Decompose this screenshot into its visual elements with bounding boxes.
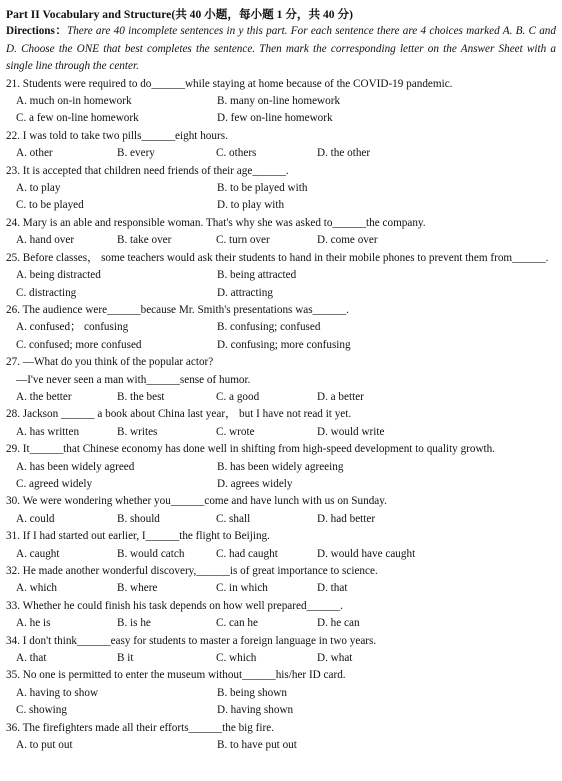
answer-option: A. to put out [16, 739, 73, 752]
answer-option: C. agreed widely [16, 477, 93, 490]
question-item [0, 633, 562, 668]
answer-option: A. has written [16, 425, 80, 438]
answer-option: A. being distracted [16, 269, 101, 282]
question-stem: 23. It is accepted that children need friends of their age______. [6, 164, 289, 177]
section-header [0, 0, 562, 76]
options-row [6, 197, 556, 214]
answer-option: C. wrote [216, 425, 255, 438]
question-item [0, 215, 562, 250]
answer-option: C. a few on-line homework [16, 112, 139, 125]
options-row [6, 180, 556, 197]
answer-option: D. he can [317, 617, 360, 630]
answer-option: D. confusing; more confusing [217, 338, 351, 351]
section-title: Part II Vocabulary and Structure(共 40 小题，每小题 1 分，共 40 分) [6, 8, 353, 21]
question-stem: 32. He made another wonderful discovery,______is of great importance to science. [6, 565, 378, 577]
options-row [6, 110, 556, 127]
answer-option: C. had caught [216, 547, 278, 560]
question-stem: 29. It______that Chinese economy has done well in shifting from high-speed development to quality growth. [6, 443, 496, 456]
answer-option: C. showing [16, 704, 67, 717]
options-row [6, 93, 556, 110]
question-item [0, 128, 562, 163]
options-row [6, 319, 556, 336]
answer-option: B. many on-line homework [217, 95, 341, 108]
answer-option: B. to be played with [217, 182, 308, 195]
answer-option: A. he is [16, 617, 51, 630]
options-row [6, 285, 556, 302]
options-row [6, 389, 556, 406]
question-item [0, 598, 562, 633]
answer-option: C. which [216, 652, 257, 665]
question-stem: 31. If I had started out earlier, I______the flight to Beijing. [6, 530, 270, 543]
question-stem: 26. The audience were______because Mr. Smith's presentations was______. [6, 303, 349, 316]
options-row [6, 267, 556, 284]
answer-option: B. where [117, 582, 158, 595]
options-row [6, 650, 556, 667]
answer-option: A. the better [16, 390, 72, 403]
question-stem-continuation: —I've never seen a man with______sense of humor. [16, 373, 251, 386]
question-item [0, 250, 562, 302]
answer-option: D. come over [317, 234, 378, 247]
question-stem: 36. The firefighters made all their efforts______the big fire. [6, 721, 275, 734]
answer-option: C. others [216, 147, 257, 160]
question-list [0, 76, 562, 755]
answer-option: A. has been widely agreed [16, 460, 135, 473]
answer-option: D. few on-line homework [217, 112, 333, 125]
options-row [6, 145, 556, 162]
question-item [0, 354, 562, 406]
answer-option: D. would have caught [317, 547, 416, 560]
answer-option: D. what [317, 652, 353, 665]
directions-text: There are 40 incomplete sentences in y this part. For each sentence there are 4 choices marked A. B. C and D. Choose the ONE that best completes the sentence. Then mark the corresponding letter on the Answer Sheet with a single line through the center. [6, 25, 556, 73]
question-stem: 27. —What do you think of the popular actor? [6, 356, 214, 369]
question-item [0, 720, 562, 755]
question-item [0, 493, 562, 528]
answer-option: C. confused; more confused [16, 338, 142, 351]
answer-option: D. that [317, 582, 348, 595]
question-stem: 30. We were wondering whether you______come and have lunch with us on Sunday. [6, 495, 387, 508]
answer-option: C. to be played [16, 199, 84, 212]
directions-label: Directions： [6, 25, 67, 38]
answer-option: B. take over [117, 234, 172, 247]
answer-option: B. writes [117, 425, 158, 438]
answer-option: A. confused； confusing [16, 321, 129, 334]
question-item [0, 667, 562, 719]
question-item [0, 563, 562, 598]
options-row [6, 511, 556, 528]
answer-option: A. caught [16, 547, 60, 560]
directions [6, 23, 556, 75]
answer-option: D. a better [317, 390, 364, 403]
answer-option: A. having to show [16, 686, 99, 699]
question-item [0, 163, 562, 215]
answer-option: A. could [16, 512, 55, 525]
answer-option: B. being shown [217, 686, 287, 699]
answer-option: D. having shown [217, 704, 294, 717]
answer-option: A. that [16, 652, 47, 665]
options-row [6, 337, 556, 354]
question-stem: 28. Jackson ______ a book about China last year， but I have not read it yet. [6, 408, 352, 421]
answer-option: B. the best [117, 390, 165, 403]
options-row [6, 476, 556, 493]
answer-option: D. the other [317, 147, 371, 160]
answer-option: A. to play [16, 182, 61, 195]
question-stem: 22. I was told to take two pills______eight hours. [6, 129, 228, 142]
answer-option: C. a good [216, 390, 260, 403]
options-row [6, 232, 556, 249]
options-row [6, 737, 556, 754]
answer-option: A. which [16, 582, 58, 595]
answer-option: D. agrees widely [217, 477, 293, 490]
answer-option: B. to have put out [217, 739, 297, 752]
question-item [0, 302, 562, 354]
answer-option: B. should [117, 512, 160, 525]
answer-option: B. being attracted [217, 269, 297, 282]
question-stem: 35. No one is permitted to enter the museum without______his/her ID card. [6, 669, 346, 682]
answer-option: B. confusing; confused [217, 321, 321, 334]
options-row [6, 459, 556, 476]
answer-option: B. every [117, 147, 155, 160]
answer-option: B. would catch [117, 547, 185, 560]
options-row [6, 424, 556, 441]
answer-option: C. in which [216, 582, 268, 595]
question-stem: 33. Whether he could finish his task depends on how well prepared______. [6, 599, 343, 612]
question-stem: 25. Before classes， some teachers would ask their students to hand in their mobile phones to prevent them from______. [6, 251, 549, 264]
answer-option: C. turn over [216, 234, 270, 247]
answer-option: D. had better [317, 512, 376, 525]
question-stem: 21. Students were required to do______while staying at home because of the COVID-19 pandemic. [6, 77, 453, 90]
answer-option: B it [117, 652, 134, 665]
question-item [0, 76, 562, 128]
question-item [0, 406, 562, 441]
options-row [6, 615, 556, 632]
answer-option: B. is he [117, 617, 151, 630]
question-item [0, 441, 562, 493]
answer-option: A. much on-in homework [16, 95, 132, 108]
answer-option: D. would write [317, 425, 385, 438]
answer-option: D. attracting [217, 286, 273, 299]
answer-option: C. shall [216, 512, 251, 525]
question-stem: 34. I don't think______easy for students to master a foreign language in two years. [6, 634, 377, 647]
options-row [6, 580, 556, 597]
answer-option: A. other [16, 147, 53, 160]
answer-option: B. has been widely agreeing [217, 460, 344, 473]
question-stem: 24. Mary is an able and responsible woman. That's why she was asked to______the company. [6, 216, 426, 229]
answer-option: C. can he [216, 617, 258, 630]
answer-option: D. to play with [217, 199, 285, 212]
options-row [6, 702, 556, 719]
question-item [0, 528, 562, 563]
options-row [6, 685, 556, 702]
answer-option: C. distracting [16, 286, 77, 299]
options-row [6, 546, 556, 563]
answer-option: A. hand over [16, 234, 75, 247]
